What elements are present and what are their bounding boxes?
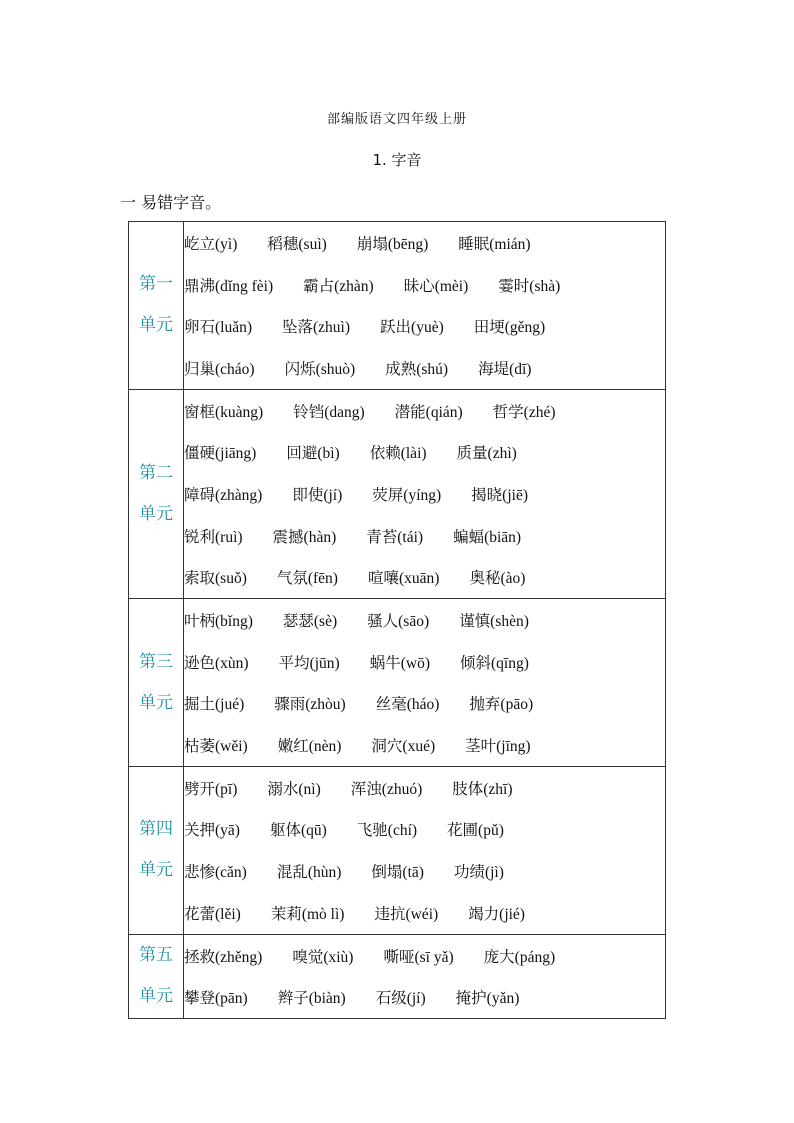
vocab-word: 庞大(páng) xyxy=(483,948,556,966)
vocab-word: 洞穴(xué) xyxy=(371,738,436,756)
vocab-word: 喧嚷(xuān) xyxy=(367,570,440,588)
word-line xyxy=(184,683,665,725)
vocab-word: 倾斜(qīng) xyxy=(460,654,529,672)
unit-label: 第四 xyxy=(139,819,173,840)
vocab-word: 混乱(hùn) xyxy=(276,864,342,882)
vocab-word: 花圃(pǔ) xyxy=(447,822,504,840)
word-line xyxy=(184,976,665,1018)
vocab-word: 窗框(kuàng) xyxy=(184,403,264,421)
vocab-word: 枯萎(wěi) xyxy=(184,738,248,756)
vocab-word: 奥秘(ào) xyxy=(469,570,526,588)
vocab-word: 蜗牛(wō) xyxy=(369,654,430,672)
vocab-word: 肢体(zhī) xyxy=(452,780,513,798)
vocab-word: 霸占(zhàn) xyxy=(303,277,374,295)
vocab-word: 潜能(qián) xyxy=(394,403,463,421)
unit-label: 单元 xyxy=(139,503,173,524)
vocab-word: 揭晓(jiē) xyxy=(471,486,528,504)
vocab-word: 躯体(qū) xyxy=(269,822,327,840)
word-line xyxy=(184,641,665,683)
unit-row xyxy=(129,599,666,767)
vocab-word: 拯救(zhěng) xyxy=(184,948,263,966)
vocab-word: 跃出(yuè) xyxy=(380,319,444,337)
unit-label-cell xyxy=(129,222,184,390)
unit-row xyxy=(129,222,666,390)
words-cell xyxy=(184,599,666,767)
vocab-word: 叶柄(bǐng) xyxy=(184,613,253,631)
vocab-word: 荧屏(yíng) xyxy=(372,486,442,504)
vocab-word: 鼎沸(dǐng fèi) xyxy=(184,277,274,295)
unit-label: 单元 xyxy=(139,315,173,336)
vocab-word: 蝙蝠(biān) xyxy=(453,528,522,546)
vocab-word: 骤雨(zhòu) xyxy=(274,696,346,714)
vocab-word: 骚人(sāo) xyxy=(367,613,430,631)
vocab-word: 依赖(lài) xyxy=(369,445,427,463)
word-line xyxy=(184,724,665,766)
vocab-word: 嫩红(nèn) xyxy=(277,738,342,756)
vocab-word: 回避(bì) xyxy=(286,445,340,463)
vocab-word: 索取(suǒ) xyxy=(184,570,247,588)
word-line xyxy=(184,222,665,264)
vocab-word: 竭力(jié) xyxy=(468,905,525,923)
word-line xyxy=(184,599,665,641)
vocab-word: 稻穗(suì) xyxy=(267,235,327,253)
vocabulary-table xyxy=(128,221,666,1019)
unit-label: 单元 xyxy=(139,692,173,713)
word-line xyxy=(184,347,665,389)
vocab-word: 成熟(shú) xyxy=(385,360,449,378)
vocab-word: 丝毫(háo) xyxy=(375,696,440,714)
words-cell xyxy=(184,766,666,934)
word-line xyxy=(184,390,665,432)
word-line xyxy=(184,809,665,851)
vocab-word: 崩塌(bēng) xyxy=(356,235,429,253)
section-title: 1. 字音 xyxy=(372,151,422,169)
vocab-word: 青苔(tái) xyxy=(366,528,424,546)
vocab-word: 睡眠(mián) xyxy=(458,235,531,253)
vocab-word: 锐利(ruì) xyxy=(184,528,243,546)
vocab-word: 昧心(mèi) xyxy=(403,277,469,295)
vocab-word: 谨慎(shèn) xyxy=(459,613,529,631)
vocab-word: 僵硬(jiāng) xyxy=(184,445,257,463)
word-line xyxy=(184,431,665,473)
vocab-word: 海堤(dī) xyxy=(478,360,532,378)
vocab-word: 卵石(luǎn) xyxy=(184,319,253,337)
unit-row xyxy=(129,766,666,934)
unit-label: 第五 xyxy=(139,945,173,966)
vocab-word: 掩护(yǎn) xyxy=(455,990,520,1008)
vocab-word: 关押(yā) xyxy=(184,822,240,840)
vocab-word: 倒塌(tā) xyxy=(371,864,424,882)
vocab-word: 茎叶(jīng) xyxy=(465,738,531,756)
vocab-word: 屹立(yì) xyxy=(184,235,238,253)
vocab-word: 铃铛(dang) xyxy=(293,403,365,421)
vocab-word: 霎时(shà) xyxy=(498,277,561,295)
vocab-word: 飞驰(chí) xyxy=(356,822,418,840)
vocab-word: 质量(zhì) xyxy=(456,445,517,463)
part-heading: 一 易错字音。 xyxy=(120,193,222,212)
word-line xyxy=(184,767,665,809)
vocab-word: 茉莉(mò lì) xyxy=(270,905,345,923)
unit-label: 单元 xyxy=(139,986,173,1007)
vocab-word: 功绩(jì) xyxy=(453,864,504,882)
vocab-word: 浑浊(zhuó) xyxy=(350,780,423,798)
word-line xyxy=(184,305,665,347)
unit-label: 单元 xyxy=(139,860,173,881)
vocab-word: 气氛(fēn) xyxy=(276,570,338,588)
word-line xyxy=(184,264,665,306)
vocab-word: 悲惨(cǎn) xyxy=(184,864,247,882)
vocab-word: 即使(jí) xyxy=(292,486,343,504)
vocab-word: 掘土(jué) xyxy=(184,696,245,714)
words-cell xyxy=(184,934,666,1018)
vocab-word: 闪烁(shuò) xyxy=(284,360,356,378)
vocab-word: 逊色(xùn) xyxy=(184,654,249,672)
unit-label-cell xyxy=(129,599,184,767)
vocab-word: 劈开(pī) xyxy=(184,780,238,798)
vocab-word: 嘶哑(sī yǎ) xyxy=(383,948,454,966)
unit-label: 第三 xyxy=(139,651,173,672)
vocab-word: 花蕾(lěi) xyxy=(184,905,241,923)
word-line xyxy=(184,850,665,892)
unit-label-cell xyxy=(129,389,184,598)
vocab-word: 溺水(nì) xyxy=(267,780,321,798)
words-cell xyxy=(184,389,666,598)
vocab-word: 违抗(wéi) xyxy=(374,905,439,923)
vocab-word: 哲学(zhé) xyxy=(492,403,556,421)
document-header: 部编版语文四年级上册 xyxy=(326,112,467,127)
vocab-word: 瑟瑟(sè) xyxy=(282,613,338,631)
vocab-word: 田埂(gěng) xyxy=(473,319,546,337)
vocab-word: 抛弃(pāo) xyxy=(469,696,534,714)
unit-row xyxy=(129,934,666,1018)
vocab-word: 障碍(zhàng) xyxy=(184,486,263,504)
vocab-word: 平均(jūn) xyxy=(278,654,340,672)
vocab-word: 坠落(zhuì) xyxy=(282,319,351,337)
vocab-word: 攀登(pān) xyxy=(184,990,248,1008)
unit-label: 第一 xyxy=(139,274,173,295)
word-line xyxy=(184,557,665,599)
vocab-word: 嗅觉(xiù) xyxy=(292,948,354,966)
unit-label-cell xyxy=(129,766,184,934)
word-line xyxy=(184,473,665,515)
unit-label: 第二 xyxy=(139,462,173,483)
word-line xyxy=(184,515,665,557)
vocab-word: 石级(jí) xyxy=(375,990,426,1008)
unit-label-cell xyxy=(129,934,184,1018)
word-line xyxy=(184,892,665,934)
vocab-word: 震撼(hàn) xyxy=(272,528,337,546)
words-cell xyxy=(184,222,666,390)
vocab-word: 辫子(biàn) xyxy=(277,990,346,1008)
word-line xyxy=(184,935,665,977)
vocab-word: 归巢(cháo) xyxy=(184,360,255,378)
unit-row xyxy=(129,389,666,598)
